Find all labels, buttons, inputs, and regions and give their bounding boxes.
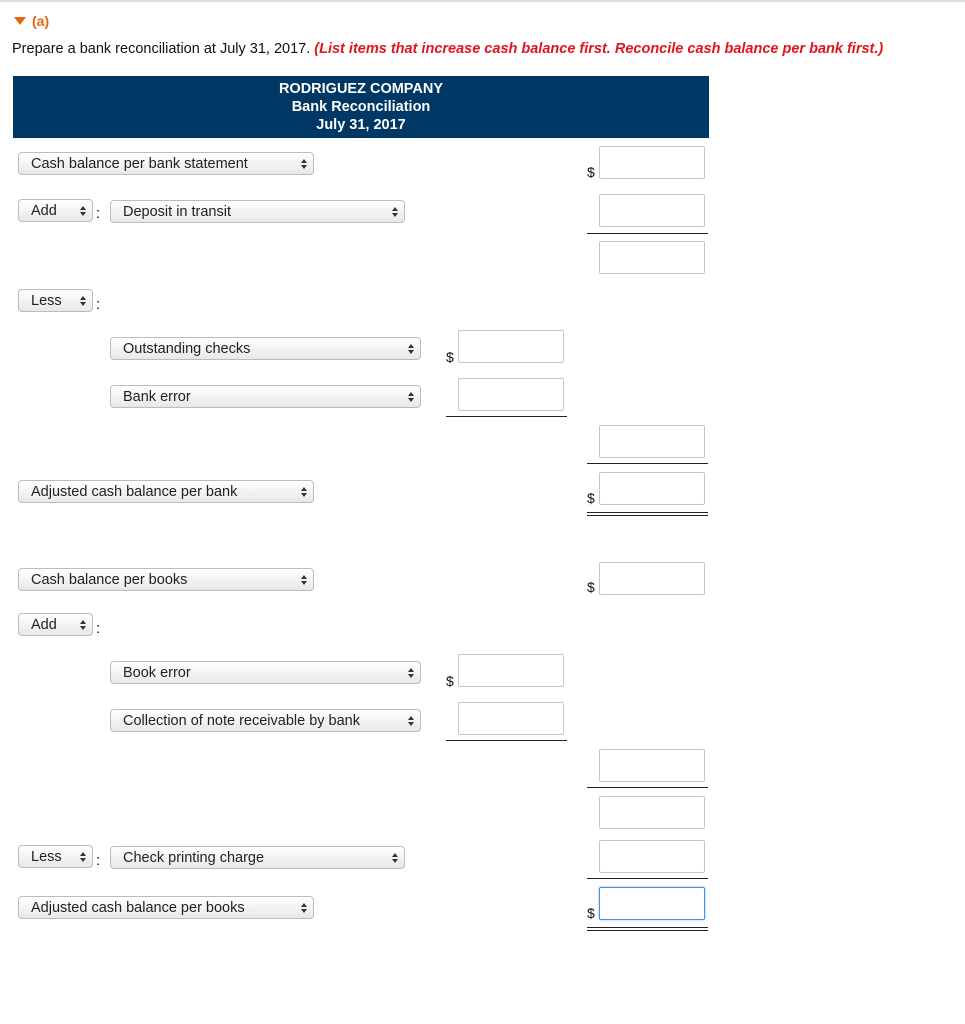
select-arrows-icon <box>74 206 92 216</box>
total-rule <box>587 463 708 464</box>
select-value: Book error <box>123 664 191 681</box>
cash-balance-bank-select[interactable] <box>18 152 314 175</box>
select-arrows-icon <box>402 392 420 402</box>
select-arrows-icon <box>295 903 313 913</box>
adjusted-bank-select[interactable] <box>18 480 314 503</box>
select-value: Add <box>31 616 57 633</box>
select-arrows-icon <box>386 207 404 217</box>
double-rule-top <box>587 512 708 513</box>
statement-title: Bank Reconciliation <box>291 99 431 115</box>
book-error-input[interactable] <box>458 654 564 687</box>
adjusted-books-select[interactable] <box>18 896 314 919</box>
double-rule-top <box>587 927 708 928</box>
select-value: Check printing charge <box>123 849 265 866</box>
deposit-amount-input[interactable] <box>599 194 705 227</box>
company-name: RODRIGUEZ COMPANY <box>278 81 444 97</box>
colon-label: : <box>96 296 101 313</box>
select-value: Adjusted cash balance per books <box>31 899 245 916</box>
select-arrows-icon <box>74 620 92 630</box>
deposit-in-transit-select[interactable] <box>110 200 405 223</box>
collection-note-input[interactable] <box>458 702 564 735</box>
colon-label: : <box>96 852 101 869</box>
add-subtotal-input[interactable] <box>599 241 705 274</box>
add-select-1[interactable] <box>18 199 93 222</box>
select-arrows-icon <box>295 159 313 169</box>
select-arrows-icon <box>402 716 420 726</box>
colon-label: : <box>96 620 101 637</box>
select-arrows-icon <box>386 853 404 863</box>
double-rule-bottom <box>587 515 708 516</box>
collection-note-select[interactable] <box>110 709 421 732</box>
caret-down-icon <box>14 17 26 25</box>
colon-label: : <box>96 205 101 222</box>
select-arrows-icon <box>402 668 420 678</box>
dollar-sign: $ <box>446 349 454 365</box>
select-arrows-icon <box>295 487 313 497</box>
select-value: Outstanding checks <box>123 340 251 357</box>
check-printing-input[interactable] <box>599 840 705 873</box>
less-select-2[interactable] <box>18 845 93 868</box>
cash-books-amount-input[interactable] <box>599 562 705 595</box>
total-rule <box>587 233 708 234</box>
select-arrows-icon <box>402 344 420 354</box>
adjusted-books-input[interactable] <box>599 887 705 920</box>
dollar-sign: $ <box>446 673 454 689</box>
select-arrows-icon <box>74 852 92 862</box>
dollar-sign: $ <box>587 490 595 506</box>
add-select-2[interactable] <box>18 613 93 636</box>
dollar-sign: $ <box>587 905 595 921</box>
select-value: Collection of note receivable by bank <box>123 712 360 729</box>
bank-error-select[interactable] <box>110 385 421 408</box>
select-value: Adjusted cash balance per bank <box>31 483 238 500</box>
prompt-text: Prepare a bank reconciliation at July 31, 2017. <box>12 41 311 57</box>
add-total-input[interactable] <box>599 749 705 782</box>
select-value: Deposit in transit <box>123 203 231 220</box>
select-value: Add <box>31 202 57 219</box>
dollar-sign: $ <box>587 164 595 180</box>
statement-header <box>13 76 709 138</box>
subtotal-rule <box>446 740 567 741</box>
double-rule-bottom <box>587 930 708 931</box>
top-divider <box>0 0 965 2</box>
subtotal-rule <box>446 416 567 417</box>
total-rule <box>587 787 708 788</box>
check-printing-select[interactable] <box>110 846 405 869</box>
outstanding-checks-select[interactable] <box>110 337 421 360</box>
section-label: (a) <box>32 13 50 29</box>
less-select-1[interactable] <box>18 289 93 312</box>
book-error-select[interactable] <box>110 661 421 684</box>
cash-balance-books-select[interactable] <box>18 568 314 591</box>
section-toggle[interactable] <box>14 12 49 30</box>
outstanding-checks-input[interactable] <box>458 330 564 363</box>
question-prompt <box>12 41 883 57</box>
books-subtotal-input[interactable] <box>599 796 705 829</box>
select-value: Less <box>31 292 62 309</box>
select-value: Bank error <box>123 388 191 405</box>
dollar-sign: $ <box>587 579 595 595</box>
statement-date: July 31, 2017 <box>316 117 406 133</box>
bank-error-input[interactable] <box>458 378 564 411</box>
select-value: Cash balance per books <box>31 571 188 588</box>
total-rule <box>587 878 708 879</box>
select-value: Cash balance per bank statement <box>31 155 248 172</box>
prompt-instruction: (List items that increase cash balance first. Reconcile cash balance per bank first.) <box>314 41 884 57</box>
select-value: Less <box>31 848 62 865</box>
select-arrows-icon <box>295 575 313 585</box>
adjusted-bank-input[interactable] <box>599 472 705 505</box>
cash-bank-amount-input[interactable] <box>599 146 705 179</box>
select-arrows-icon <box>74 296 92 306</box>
less-total-input[interactable] <box>599 425 705 458</box>
